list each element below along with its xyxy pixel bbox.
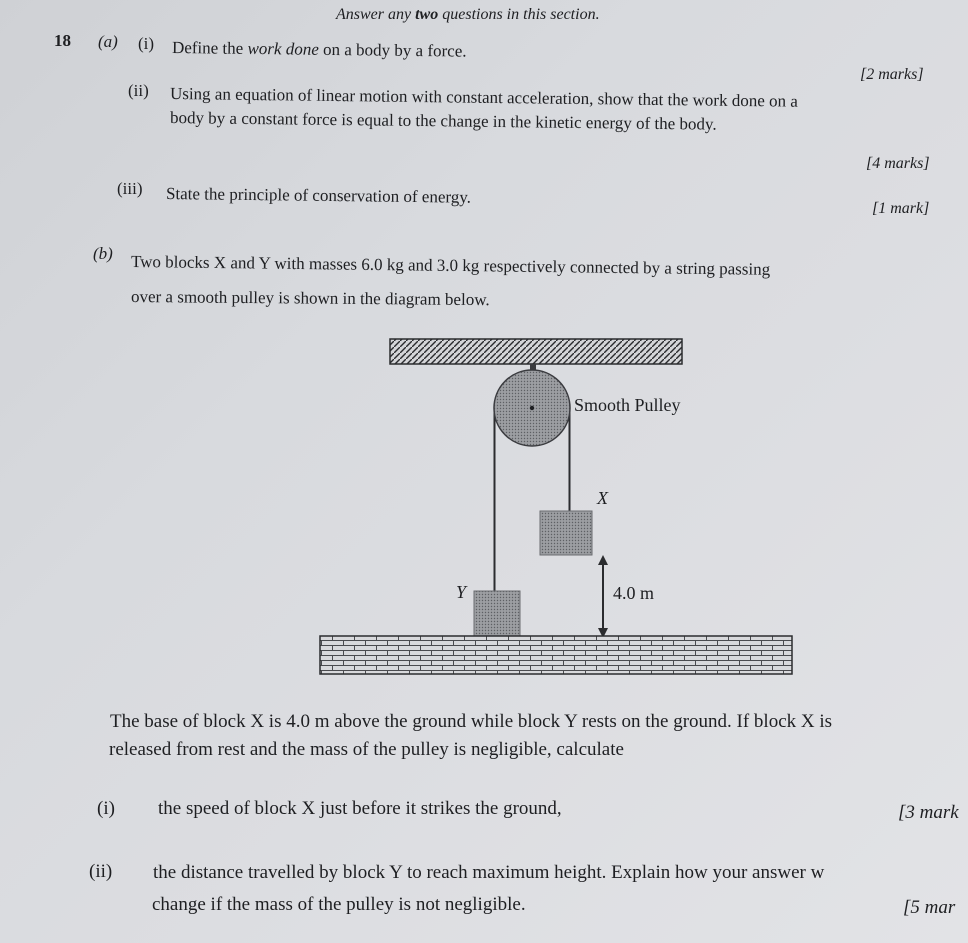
block-x (540, 511, 592, 555)
block-x-label: X (597, 488, 608, 508)
question-number: 18 (54, 31, 71, 50)
pulley-diagram (310, 335, 800, 680)
part-a-ii-line1: Using an equation of linear motion with constant acceleration, show that the work done on a (169, 84, 798, 111)
part-b-ii-line1: the distance travelled by block Y to reach maximum height. Explain how your answer w (153, 862, 825, 883)
part-b-para-line2: released from rest and the mass of the pulley is negligible, calculate (109, 739, 624, 760)
height-arrow-up (598, 555, 608, 565)
part-b-line2: over a smooth pulley is shown in the diagram below. (130, 287, 490, 310)
part-a-i-marks: [2 marks] (860, 66, 924, 83)
height-label: 4.0 m (613, 583, 655, 603)
part-a-iii-number: (iii) (117, 179, 143, 198)
part-a-iii-marks: [1 mark] (872, 200, 930, 217)
part-a-iii-text: State the principle of conservation of energy. (165, 184, 472, 207)
part-a-i-text: Define the work done on a body by a force. (171, 38, 467, 61)
part-b-line1: Two blocks X and Y with masses 6.0 kg and 3.0 kg respectively connected by a string passing (130, 252, 771, 279)
part-b-i-marks: [3 mark (898, 802, 959, 823)
part-b-para-line1: The base of block X is 4.0 m above the ground while block Y rests on the ground. If block X is (110, 711, 833, 732)
part-a-i-number: (i) (138, 34, 155, 53)
ceiling-support (390, 339, 682, 364)
block-y-label: Y (456, 582, 467, 602)
section-instruction: Answer any two questions in this section. (336, 6, 600, 23)
part-a-ii-marks: [4 marks] (866, 155, 930, 172)
part-a-ii-line2: body by a constant force is equal to the change in the kinetic energy of the body. (169, 108, 717, 134)
part-b-i-text: the speed of block X just before it strikes the ground, (158, 798, 562, 819)
part-b-i-number: (i) (97, 798, 115, 819)
part-b-ii-marks: [5 mar (903, 897, 956, 918)
pulley-center (530, 406, 534, 410)
block-y (474, 591, 520, 636)
pulley-label: Smooth Pulley (574, 395, 681, 415)
part-b-ii-number: (ii) (89, 861, 113, 882)
ground (320, 636, 792, 674)
part-a-ii-number: (ii) (128, 81, 149, 100)
part-b-ii-line2: change if the mass of the pulley is not negligible. (152, 894, 526, 915)
part-b-label: (b) (93, 244, 113, 263)
part-a-label: (a) (98, 32, 118, 51)
